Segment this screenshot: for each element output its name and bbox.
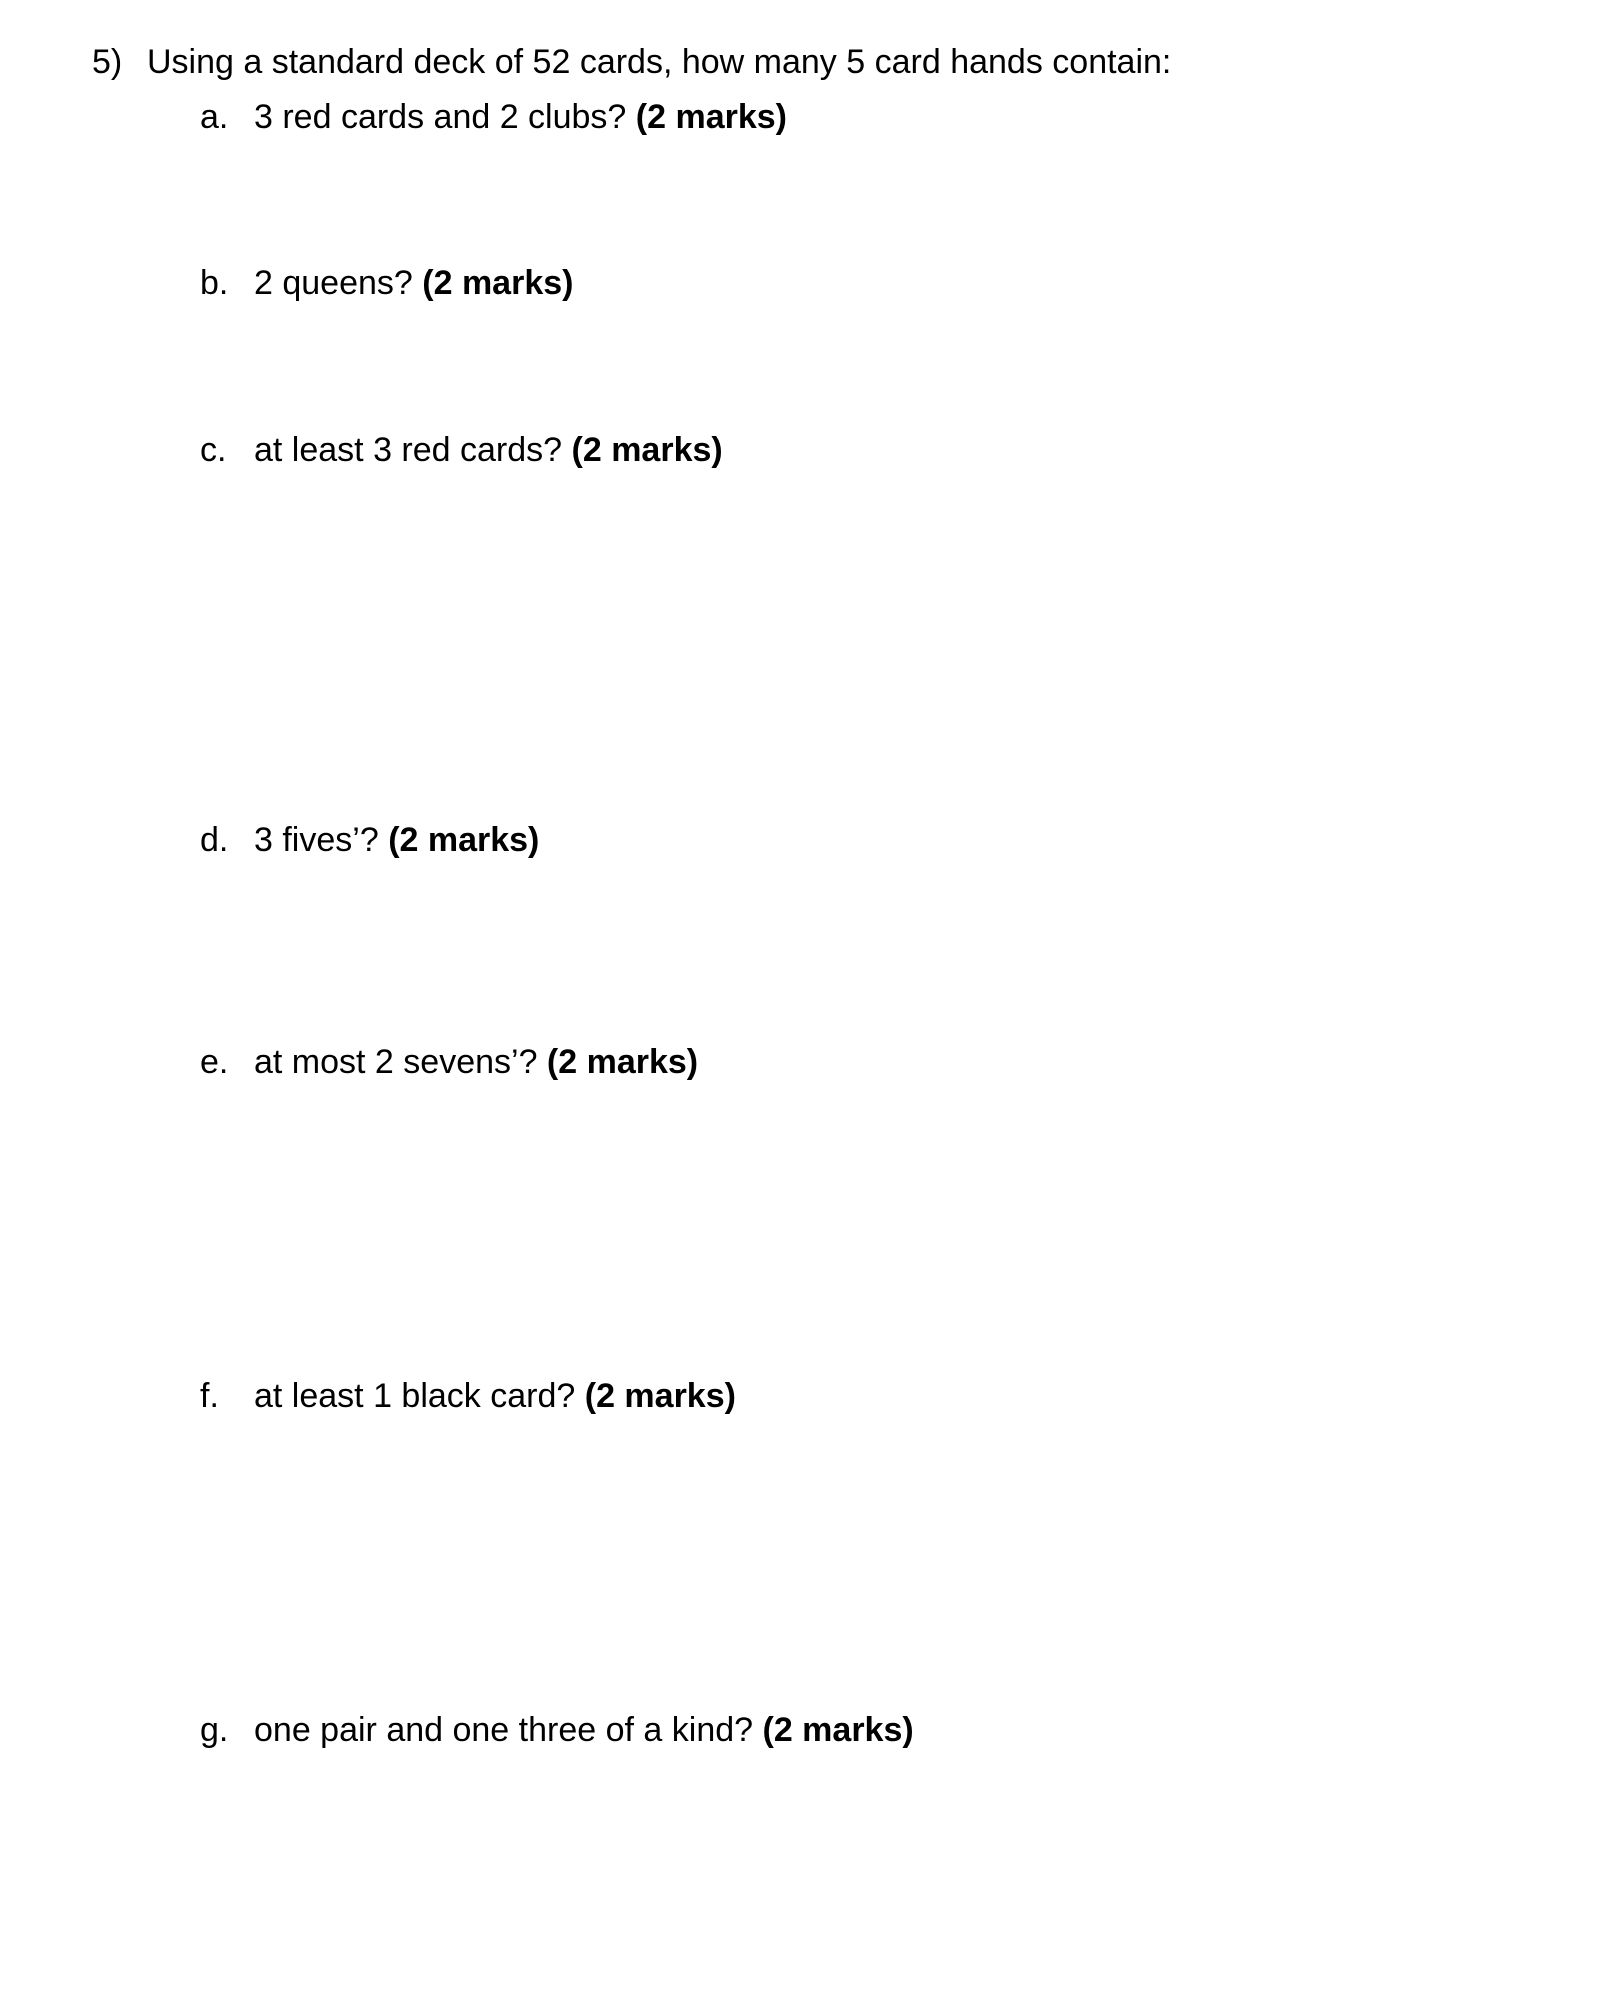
sub-question-text xyxy=(254,97,787,137)
question-number: 5) xyxy=(92,43,123,81)
sub-question-prompt: at least 1 black card? xyxy=(254,1377,585,1415)
sub-question-prompt: at most 2 sevens’? xyxy=(254,1043,547,1081)
question-stem: Using a standard deck of 52 cards, how many 5 card hands contain: xyxy=(147,43,1172,81)
sub-question-prompt: one pair and one three of a kind? xyxy=(254,1711,763,1749)
sub-question-letter: d. xyxy=(200,821,229,859)
sub-question-letter: f. xyxy=(200,1377,219,1415)
sub-question-prompt: 3 fives’? xyxy=(254,821,389,859)
sub-question-prompt: 3 red cards and 2 clubs? xyxy=(254,98,636,136)
marks-label: (2 marks) xyxy=(584,1377,736,1415)
sub-question-letter: b. xyxy=(200,264,229,302)
sub-question-text xyxy=(254,263,573,303)
sub-question-prompt: 2 queens? xyxy=(254,264,423,302)
sub-question-prompt: at least 3 red cards? xyxy=(254,431,572,469)
marks-label: (2 marks) xyxy=(635,98,787,136)
sub-question-letter: a. xyxy=(200,98,229,136)
marks-label: (2 marks) xyxy=(422,264,574,302)
sub-question-text xyxy=(254,1042,698,1082)
sub-question-letter: c. xyxy=(200,431,227,469)
sub-question-letter: e. xyxy=(200,1043,229,1081)
sub-question-text xyxy=(254,1376,736,1416)
sub-question-text xyxy=(254,820,539,860)
sub-question-text xyxy=(254,430,723,470)
marks-label: (2 marks) xyxy=(388,821,540,859)
marks-label: (2 marks) xyxy=(762,1711,914,1749)
sub-question-text xyxy=(254,1710,914,1750)
sub-question-letter: g. xyxy=(200,1711,229,1749)
marks-label: (2 marks) xyxy=(546,1043,699,1081)
marks-label: (2 marks) xyxy=(571,431,723,469)
